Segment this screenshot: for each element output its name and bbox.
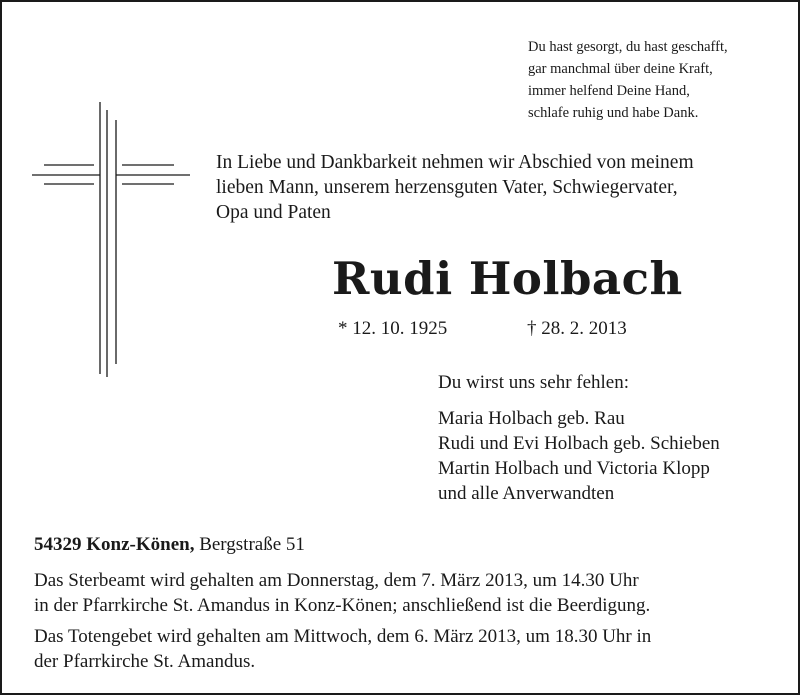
poem-line: schlafe ruhig und habe Dank. <box>528 105 699 121</box>
service-line: in der Pfarrkirche St. Amandus in Konz-Könen; anschließend ist die Beerdigung. <box>34 595 651 616</box>
family-member: Maria Holbach geb. Rau <box>438 408 625 429</box>
address-street: Bergstraße 51 <box>199 534 305 555</box>
deceased-name: Rudi Holbach <box>332 252 683 305</box>
service-line: Das Sterbeamt wird gehalten am Donnerstag, dem 7. März 2013, um 14.30 Uhr <box>34 570 639 591</box>
service-line: Das Totengebet wird gehalten am Mittwoch, dem 6. März 2013, um 18.30 Uhr in <box>34 626 652 647</box>
service-requiem <box>34 568 782 618</box>
address <box>34 533 305 557</box>
cross-icon <box>32 102 192 377</box>
intro-line: In Liebe und Dankbarkeit nehmen wir Abschied von meinem <box>216 152 694 173</box>
family-member: und alle Anverwandten <box>438 483 615 504</box>
intro-line: Opa und Paten <box>216 202 331 223</box>
farewell-line: Du wirst uns sehr fehlen: <box>438 372 630 393</box>
family-member: Rudi und Evi Holbach geb. Schieben <box>438 433 720 454</box>
poem-line: immer helfend Deine Hand, <box>528 83 690 99</box>
address-city: 54329 Konz-Könen, <box>34 534 195 555</box>
poem <box>528 36 788 124</box>
birth-date: * 12. 10. 1925 <box>338 318 448 339</box>
intro-line: lieben Mann, unserem herzensguten Vater, Schwiegervater, <box>216 177 678 198</box>
family-list <box>438 406 720 506</box>
poem-line: gar manchmal über deine Kraft, <box>528 61 713 77</box>
service-prayer <box>34 624 782 674</box>
family-member: Martin Holbach und Victoria Klopp <box>438 458 710 479</box>
intro-text <box>216 150 786 225</box>
death-date: † 28. 2. 2013 <box>527 318 627 339</box>
service-line: der Pfarrkirche St. Amandus. <box>34 651 256 672</box>
poem-line: Du hast gesorgt, du hast geschafft, <box>528 39 728 55</box>
